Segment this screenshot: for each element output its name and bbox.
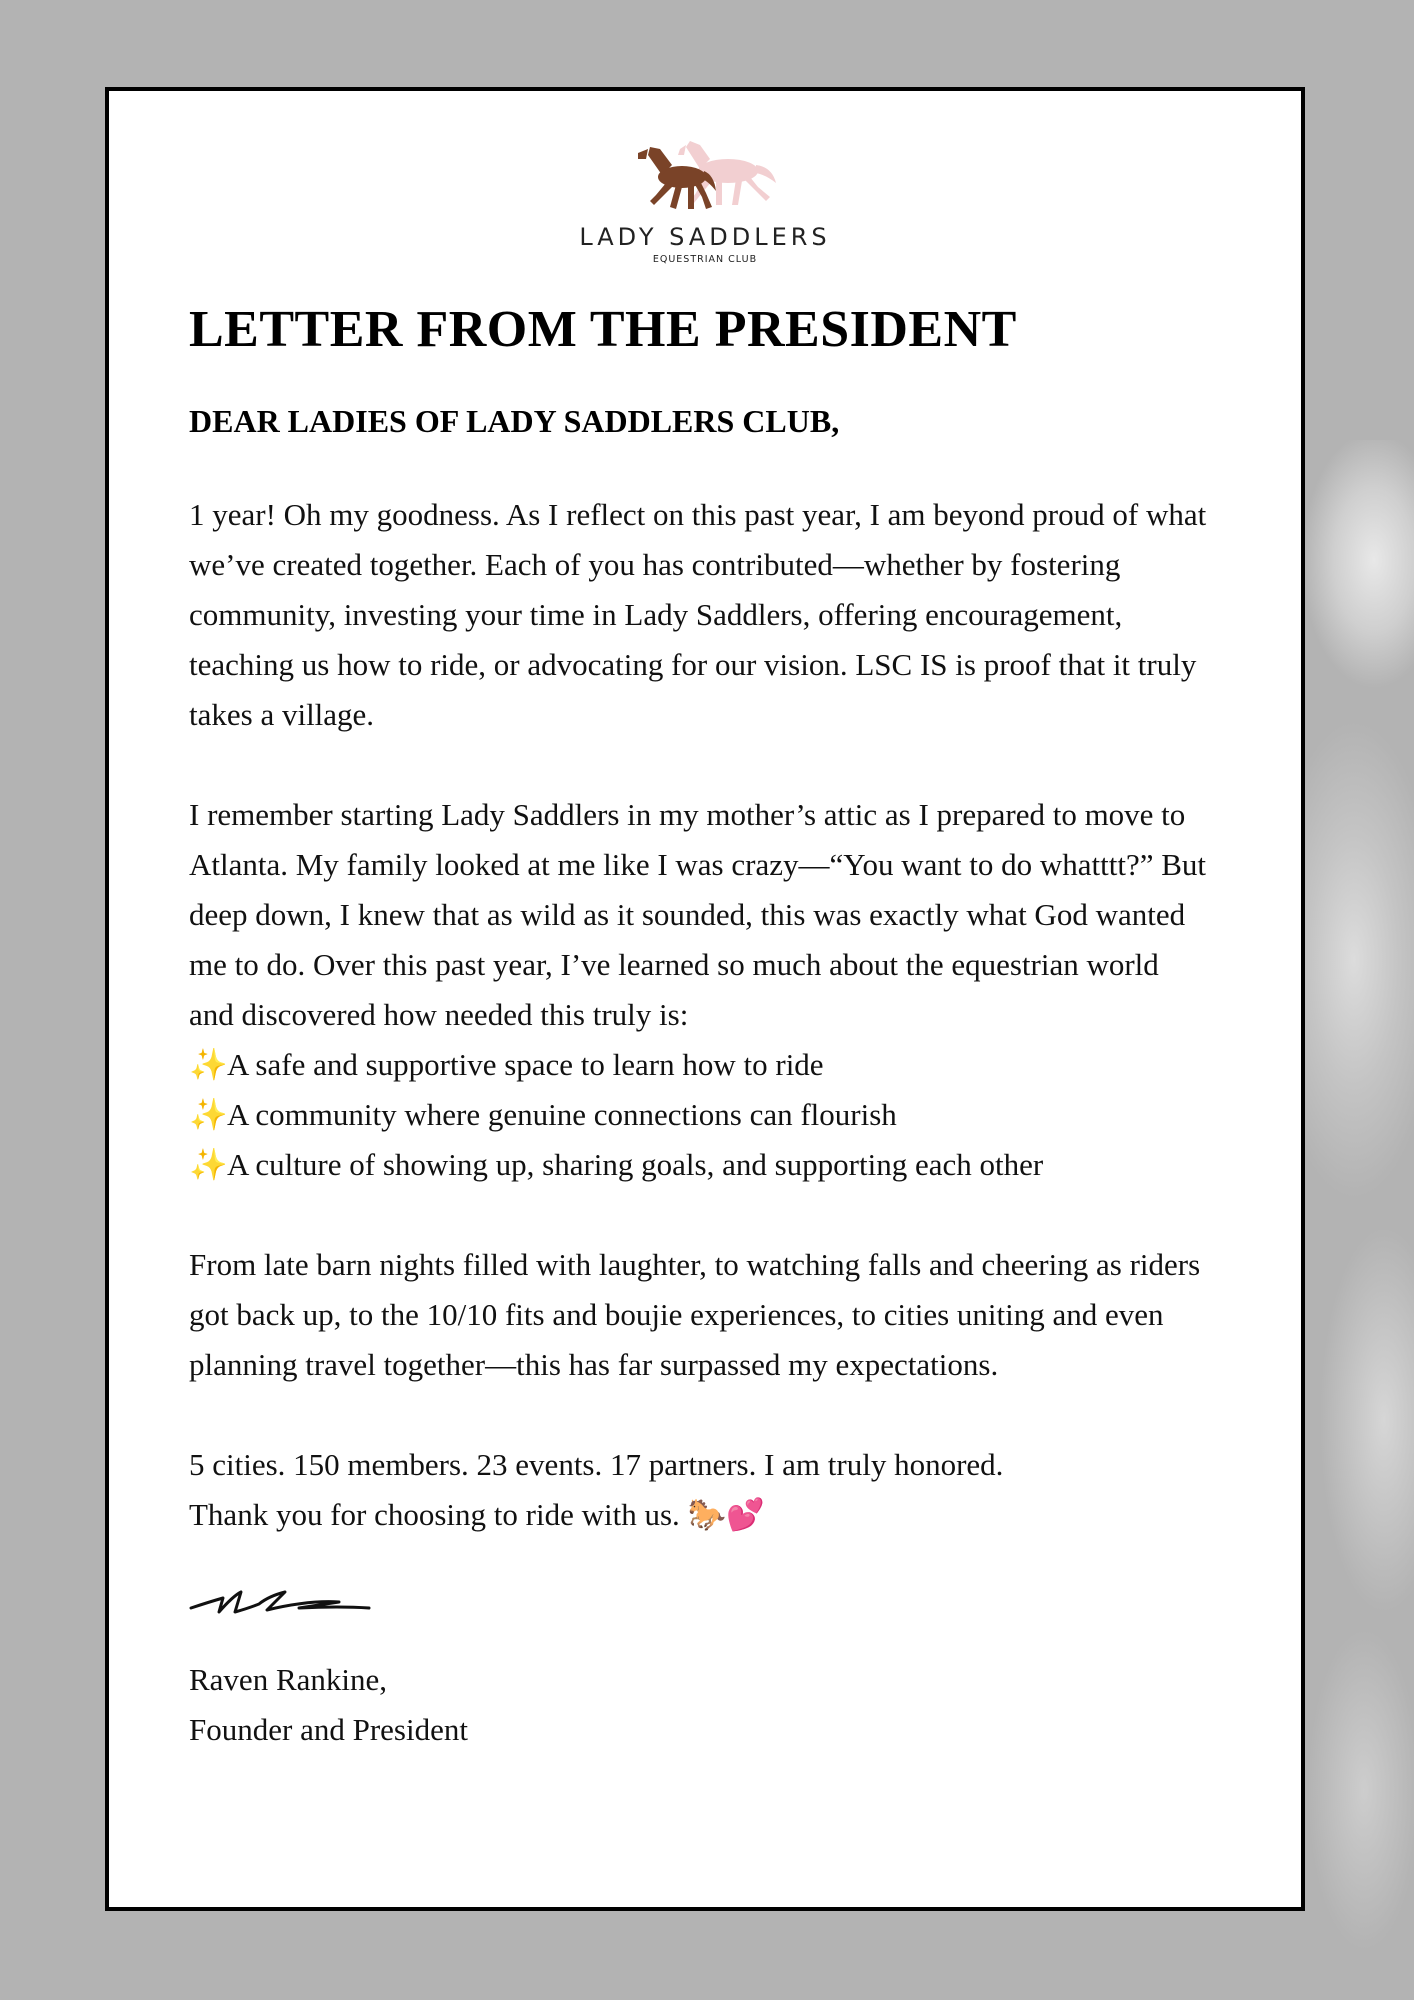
signature-scribble-icon [189, 1578, 379, 1628]
letter-card [105, 87, 1305, 1911]
stats-line: 5 cities. 150 members. 23 events. 17 partners. I am truly honored. [189, 1447, 1004, 1483]
thanks-line-wrapper [189, 1490, 1209, 1540]
signer-name: Raven Rankine, [189, 1662, 388, 1698]
paragraph-reflection: 1 year! Oh my goodness. As I reflect on this past year, I am beyond proud of what we’ve created together. Each of you has contributed—whether by fostering community, investing your time in Lady Saddlers, offering encouragement, teaching us how to ride, or advocating for our vision. LSC IS is proof that it truly takes a village. [189, 497, 1207, 733]
hearts-icon: 💕 [726, 1497, 765, 1533]
horse-icon: 🐎 [687, 1497, 727, 1533]
list-item [189, 1140, 1209, 1190]
background-horse-photo [1294, 440, 1414, 2000]
signer-block [189, 1655, 1209, 1755]
club-brand-name: LADY SADDLERS [579, 223, 831, 251]
signature-image [189, 1578, 1209, 1633]
bullet-text: A community where genuine connections can flourish [227, 1097, 897, 1133]
sparkles-icon: ✨ [189, 1097, 228, 1133]
paragraph-origin-story: I remember starting Lady Saddlers in my mother’s attic as I prepared to move to Atlanta. My family looked at me like I was crazy—“You want to do whatttt?” But deep down, I knew that as wild as it sounded, this was exactly what God wanted me to do. Over this past year, I’ve learned so much about the equestrian world and discovered how needed this truly is: [189, 797, 1207, 1033]
sparkles-icon: ✨ [189, 1147, 228, 1183]
letter-salutation: DEAR LADIES OF LADY SADDLERS CLUB, [189, 403, 840, 440]
club-logo [109, 135, 1301, 265]
bullet-list [189, 1040, 1209, 1190]
horses-logo-icon [620, 135, 790, 219]
sparkles-icon: ✨ [189, 1047, 228, 1083]
letter-title: LETTER FROM THE PRESIDENT [189, 301, 1017, 358]
signer-title: Founder and President [189, 1712, 468, 1748]
paragraph-memories: From late barn nights filled with laughter, to watching falls and cheering as riders got back up, to the 10/10 fits and boujie experiences, to cities uniting and even planning travel together—this has far surpassed my expectations. [189, 1247, 1201, 1383]
club-brand-subtitle: EQUESTRIAN CLUB [652, 254, 758, 265]
list-item [189, 1090, 1209, 1140]
bullet-text: A culture of showing up, sharing goals, and supporting each other [227, 1147, 1044, 1183]
thanks-line: Thank you for choosing to ride with us. [189, 1497, 680, 1533]
letter-content [189, 299, 1209, 1755]
list-item [189, 1040, 1209, 1090]
bullet-text: A safe and supportive space to learn how to ride [227, 1047, 824, 1083]
